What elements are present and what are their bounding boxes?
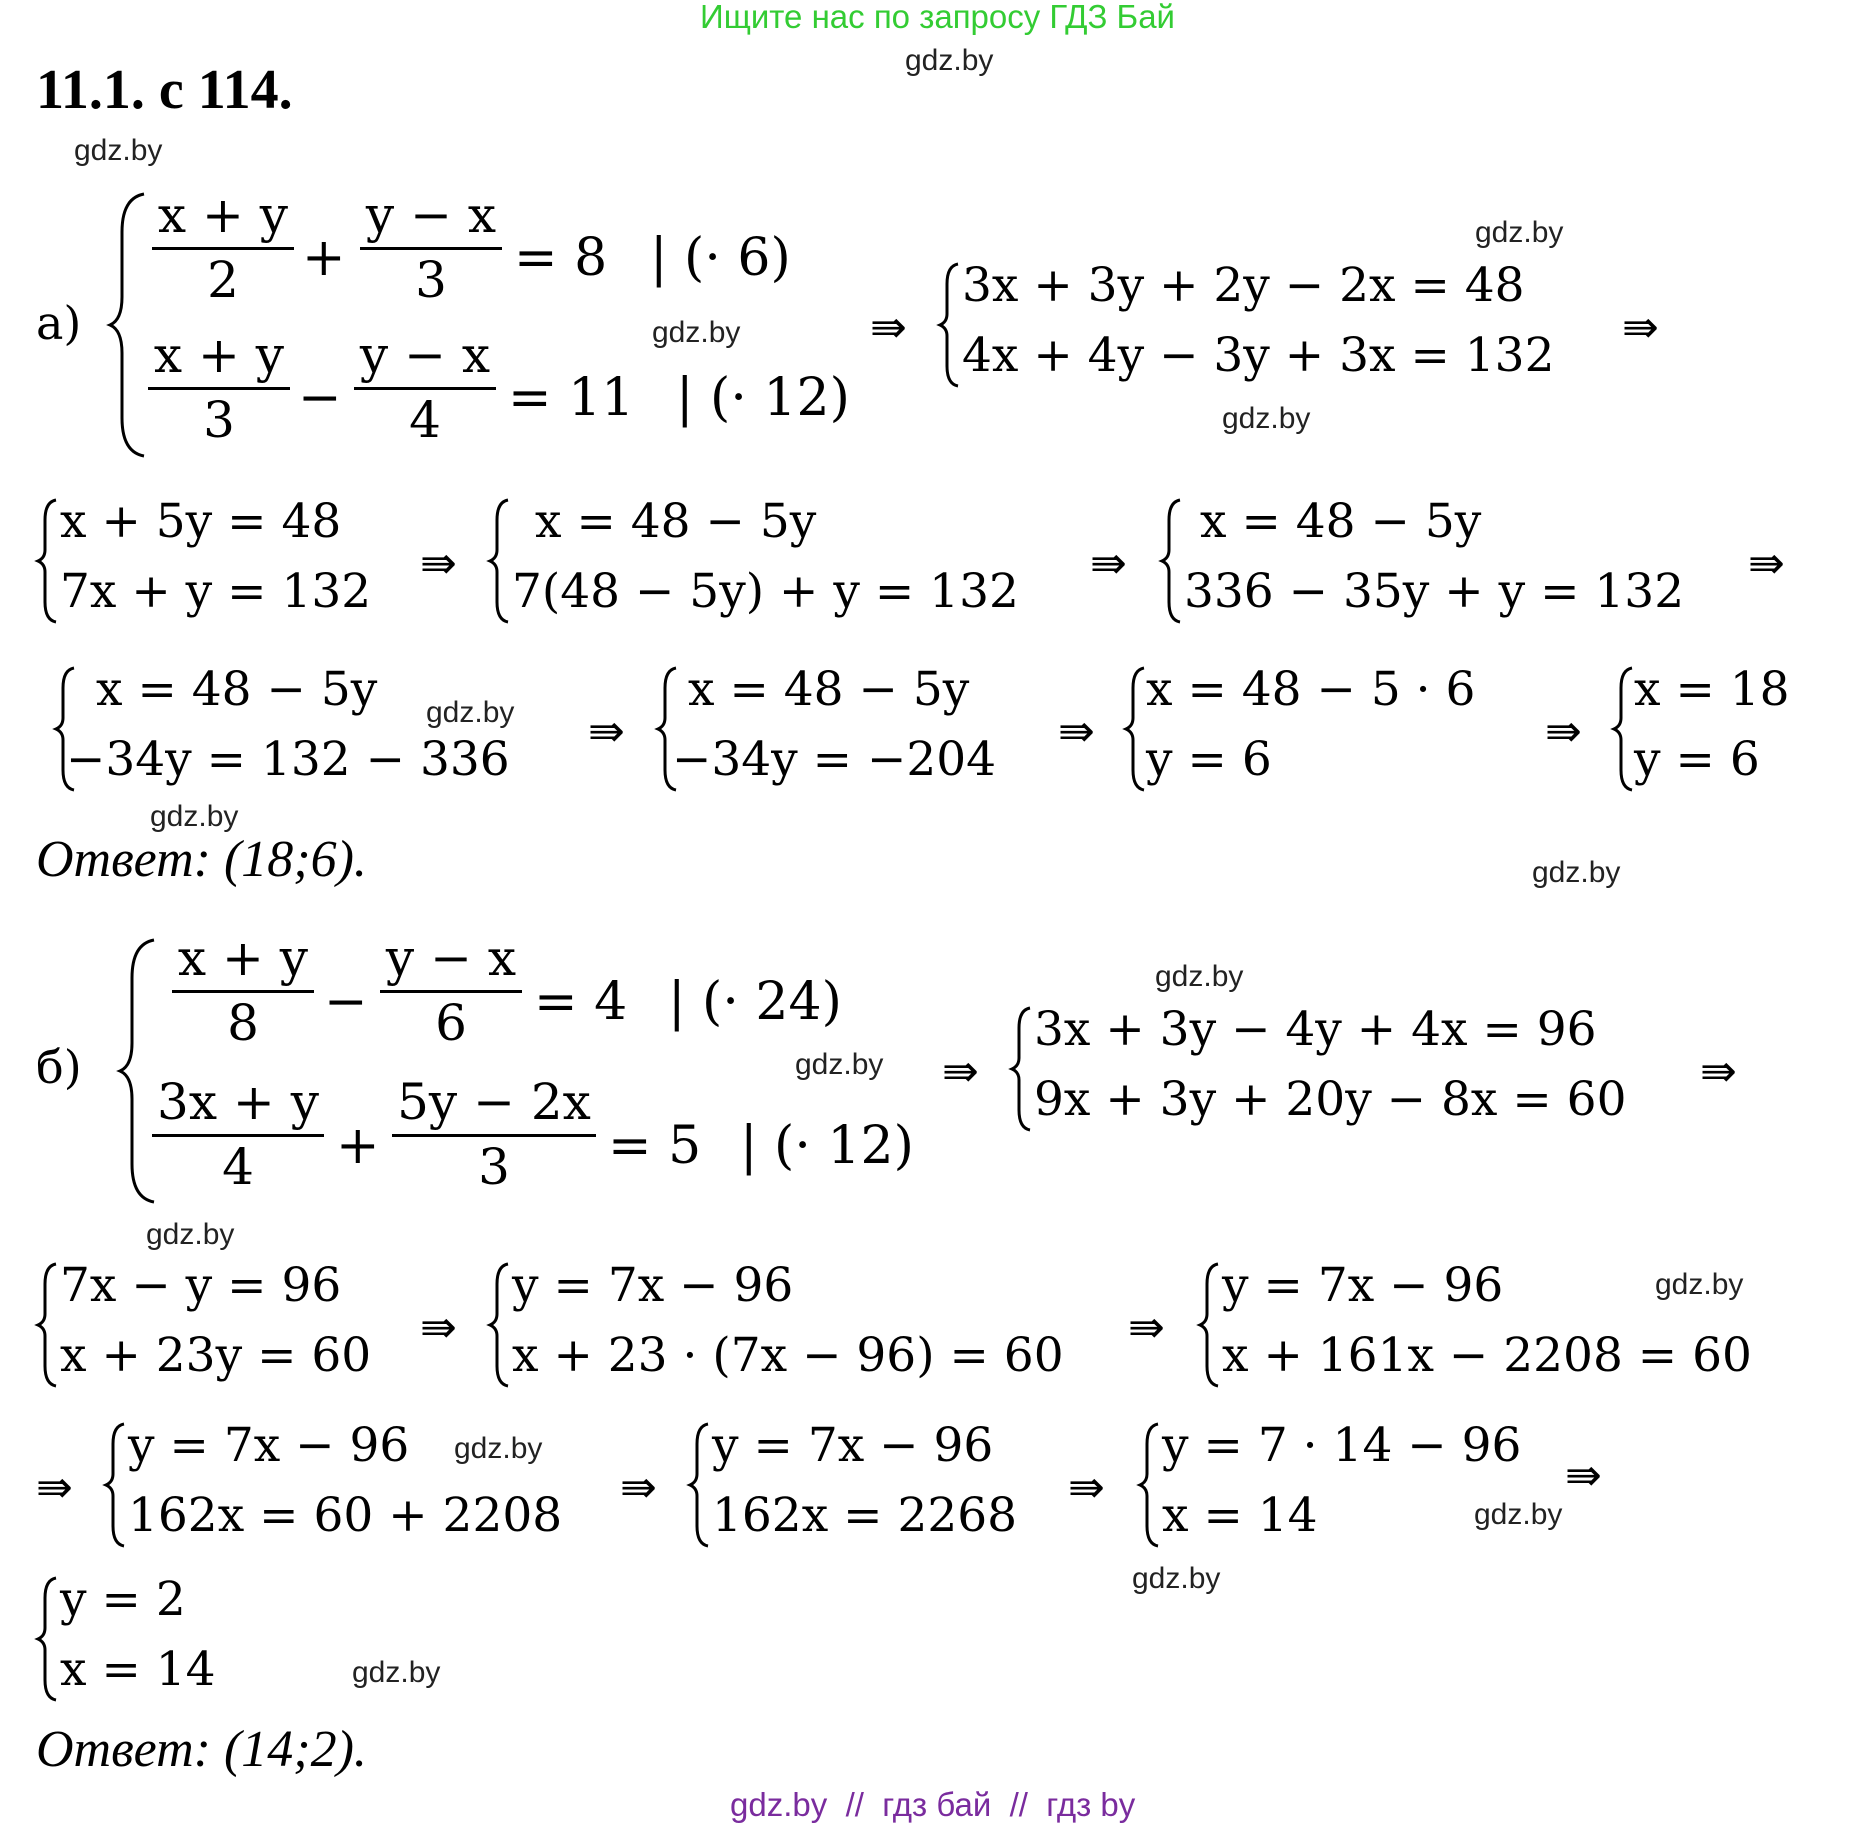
implies-arrow: ⇛ <box>1058 706 1095 757</box>
implies-arrow: ⇛ <box>1622 302 1659 353</box>
system-line: x = 48 − 5y <box>1200 494 1482 549</box>
system-line: y = 7x − 96 <box>1222 1258 1504 1313</box>
system-brace <box>1010 1006 1032 1132</box>
fraction: $\frac{y - x}{4}$ <box>354 325 496 450</box>
operator: − <box>298 368 342 428</box>
fraction: $\frac{5y - 2x}{3}$ <box>392 1072 596 1197</box>
equation-rhs: = 5 <box>608 1116 702 1176</box>
watermark: gdz.by <box>1474 1498 1563 1531</box>
system-brace <box>1160 498 1182 624</box>
watermark: gdz.by <box>795 1048 884 1081</box>
system-brace <box>36 1576 58 1702</box>
equation-rhs: = 8 <box>514 228 608 288</box>
watermark: gdz.by <box>1222 402 1311 435</box>
multiplier-note: | (· 12) <box>740 1116 914 1176</box>
system-line: y = 7 · 14 − 96 <box>1162 1418 1522 1473</box>
watermark: gdz.by <box>905 44 994 77</box>
watermark: gdz.by <box>1132 1562 1221 1595</box>
watermark: gdz.by <box>352 1656 441 1689</box>
system-brace <box>488 498 510 624</box>
implies-arrow: ⇛ <box>1545 706 1582 757</box>
system-line: x = 48 − 5y <box>688 662 970 717</box>
watermark: gdz.by <box>1532 856 1621 889</box>
system-line: y = 6 <box>1146 732 1272 787</box>
system-line: 4x + 4y − 3y + 3x = 132 <box>962 328 1555 383</box>
system-line: 336 − 35y + y = 132 <box>1184 564 1685 619</box>
system-brace <box>688 1422 710 1548</box>
banner-text: Ищите нас по запросу ГДЗ Бай <box>700 0 1175 35</box>
equation-rhs: = 4 <box>534 972 628 1032</box>
operator: + <box>336 1116 380 1176</box>
system-line: 7x − y = 96 <box>60 1258 342 1313</box>
operator: − <box>324 972 368 1032</box>
implies-arrow: ⇛ <box>870 302 907 353</box>
part-b-label: б) <box>36 1040 82 1094</box>
system-line: 162x = 2268 <box>712 1488 1018 1543</box>
answer-text: Ответ: (14;2). <box>36 1721 367 1778</box>
watermark: gdz.by <box>74 134 163 167</box>
watermark: gdz.by <box>150 800 239 833</box>
watermark: gdz.by <box>146 1218 235 1251</box>
system-brace <box>1124 666 1146 792</box>
part-a-label: а) <box>36 296 82 350</box>
system-line: 3x + 3y − 4y + 4x = 96 <box>1034 1002 1597 1057</box>
system-brace <box>108 192 148 458</box>
system-line: y = 7x − 96 <box>512 1258 794 1313</box>
multiplier-note: | (· 12) <box>676 368 850 428</box>
system-line: x = 18 <box>1634 662 1790 717</box>
system-brace <box>1612 666 1634 792</box>
system-brace <box>1138 1422 1160 1548</box>
watermark: gdz.by <box>1475 216 1564 249</box>
implies-arrow: ⇛ <box>36 1462 73 1513</box>
fraction: $\frac{y - x}{6}$ <box>380 928 522 1053</box>
system-brace <box>1198 1262 1220 1388</box>
system-brace <box>488 1262 510 1388</box>
system-brace <box>36 498 58 624</box>
system-line: y = 7x − 96 <box>128 1418 410 1473</box>
fraction: $\frac{x + y}{3}$ <box>148 325 290 450</box>
implies-arrow: ⇛ <box>1090 538 1127 589</box>
multiplier-note: | (· 6) <box>650 228 791 288</box>
fraction: $\frac{x + y}{2}$ <box>152 185 294 310</box>
implies-arrow: ⇛ <box>420 1302 457 1353</box>
implies-arrow: ⇛ <box>942 1046 979 1097</box>
watermark: gdz.by <box>1655 1268 1744 1301</box>
implies-arrow: ⇛ <box>1748 538 1785 589</box>
fraction: $\frac{y - x}{3}$ <box>360 185 502 310</box>
system-brace <box>104 1422 126 1548</box>
watermark: gdz.by <box>652 316 741 349</box>
implies-arrow: ⇛ <box>1700 1046 1737 1097</box>
implies-arrow: ⇛ <box>1128 1302 1165 1353</box>
system-line: x = 48 − 5y <box>96 662 378 717</box>
implies-arrow: ⇛ <box>420 538 457 589</box>
watermark: gdz.by <box>426 696 515 729</box>
system-line: x = 48 − 5y <box>535 494 817 549</box>
answer-text: Ответ: (18;6). <box>36 831 367 888</box>
watermark: gdz.by <box>1155 960 1244 993</box>
footer-links[interactable]: gdz.by // гдз бай // гдз by <box>730 1786 1136 1823</box>
system-line: 9x + 3y + 20y − 8x = 60 <box>1034 1072 1627 1127</box>
system-line: x = 14 <box>1162 1488 1318 1543</box>
system-line: 162x = 60 + 2208 <box>128 1488 563 1543</box>
system-brace <box>36 1262 58 1388</box>
system-line: x + 23 · (7x − 96) = 60 <box>512 1328 1064 1383</box>
system-line: 7x + y = 132 <box>60 564 372 619</box>
implies-arrow: ⇛ <box>1068 1462 1105 1513</box>
system-line: y = 6 <box>1634 732 1760 787</box>
system-line: y = 2 <box>60 1572 186 1627</box>
operator: + <box>302 228 346 288</box>
fraction: $\frac{x + y}{8}$ <box>172 928 314 1053</box>
equation-rhs: = 11 <box>508 368 635 428</box>
implies-arrow: ⇛ <box>620 1462 657 1513</box>
system-line: x + 161x − 2208 = 60 <box>1222 1328 1752 1383</box>
system-brace <box>938 262 960 388</box>
implies-arrow: ⇛ <box>1565 1450 1602 1501</box>
system-line: −34y = 132 − 336 <box>66 732 510 787</box>
system-line: x = 14 <box>60 1642 216 1697</box>
page-title: 11.1. с 114. <box>36 59 293 121</box>
watermark: gdz.by <box>454 1432 543 1465</box>
multiplier-note: | (· 24) <box>668 972 842 1032</box>
system-line: x + 23y = 60 <box>60 1328 372 1383</box>
system-line: −34y = −204 <box>672 732 997 787</box>
system-line: 7(48 − 5y) + y = 132 <box>512 564 1019 619</box>
system-line: y = 7x − 96 <box>712 1418 994 1473</box>
system-line: x + 5y = 48 <box>60 494 342 549</box>
system-line: 3x + 3y + 2y − 2x = 48 <box>962 258 1525 313</box>
fraction: $\frac{3x + y}{4}$ <box>152 1072 324 1197</box>
implies-arrow: ⇛ <box>588 706 625 757</box>
system-line: x = 48 − 5 · 6 <box>1146 662 1476 717</box>
